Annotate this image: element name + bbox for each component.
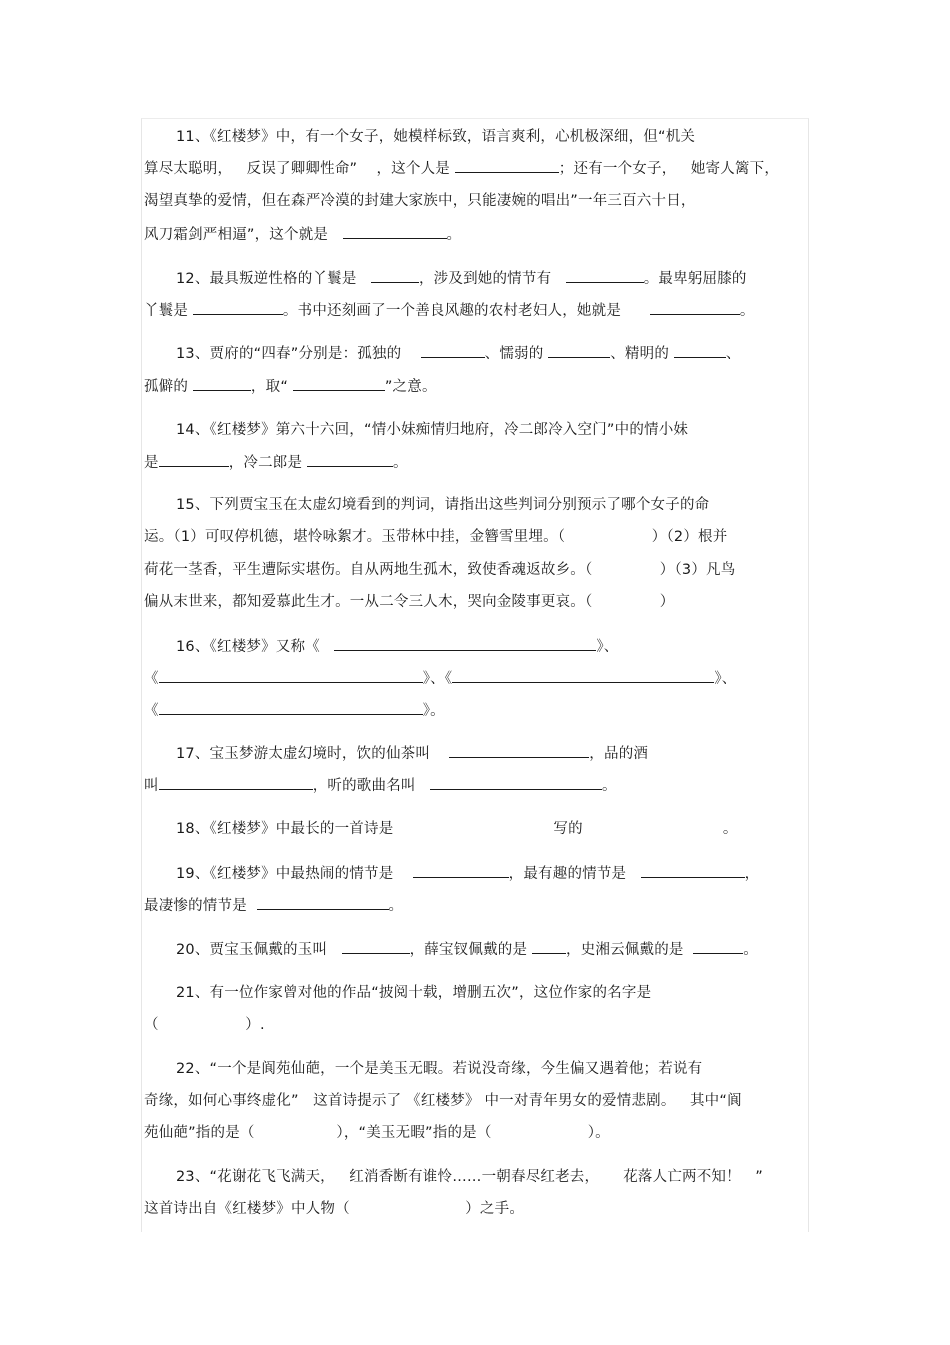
- question-13-line-1: 13、贾府的“四春”分别是：孤独的 、懦弱的 、精明的 、: [176, 343, 841, 364]
- blank[interactable]: [257, 895, 389, 910]
- question-17-line-2: 叫 ，听的歌曲名叫 。: [144, 775, 809, 796]
- question-11-line-2: 算尽太聪明， 反误了卿卿性命” ，这个人是 ；还有一个女子， 她寄人篱下，: [144, 158, 809, 179]
- question-18-line-1: 18、《红楼梦》中最长的一首诗是 写的 。: [176, 821, 738, 837]
- question-15-line-3: 荷花一茎香，平生遭际实堪伤。自从两地生孤木，致使香魂返故乡。（ ）（3）凡鸟: [144, 562, 736, 578]
- question-16-line-2: 《 》、《 》、: [144, 668, 809, 689]
- blank[interactable]: [548, 343, 610, 358]
- blank[interactable]: [193, 376, 251, 391]
- blank[interactable]: [159, 775, 313, 790]
- question-23-line-1: 23、“花谢花飞飞满天， 红消香断有谁怜……一朝春尽红老去， 花落人亡两不知！ ”: [176, 1169, 763, 1185]
- question-13-line-2: 孤僻的 ，取“ ”之意。: [144, 376, 809, 397]
- question-22-line-3: 苑仙葩”指的是（ ），“美玉无暇”指的是（ ）。: [144, 1125, 610, 1141]
- blank[interactable]: [430, 775, 602, 790]
- question-14-line-2: 是 ，冷二郎是 。: [144, 452, 809, 473]
- question-22-line-1: 22、“一个是阆苑仙葩，一个是美玉无暇。若说没奇缘，今生偏又遇着他；若说有: [176, 1061, 703, 1077]
- blank[interactable]: [452, 668, 714, 683]
- blank[interactable]: [693, 939, 743, 954]
- question-16-line-3: 《 》。: [144, 700, 809, 721]
- blank[interactable]: [193, 300, 283, 315]
- question-11-line-1: 11、《红楼梦》中，有一个女子，她模样标致，语言爽利，心机极深细，但“机关: [176, 129, 696, 145]
- blank[interactable]: [293, 376, 385, 391]
- question-14-line-1: 14、《红楼梦》第六十六回，“情小妹痴情归地府，冷二郎冷入空门”中的情小妹: [176, 422, 689, 438]
- blank[interactable]: [343, 224, 447, 239]
- blank[interactable]: [159, 668, 423, 683]
- blank[interactable]: [674, 343, 726, 358]
- blank[interactable]: [455, 158, 559, 173]
- question-17-line-1: 17、宝玉梦游太虚幻境时，饮的仙茶叫 ，品的酒: [176, 743, 841, 764]
- question-11-line-3: 渴望真挚的爱情，但在森严冷漠的封建大家族中，只能凄婉的唱出”一年三百六十日，: [144, 193, 696, 209]
- blank[interactable]: [342, 939, 410, 954]
- blank[interactable]: [650, 300, 740, 315]
- blank[interactable]: [449, 743, 589, 758]
- question-15-line-4: 偏从末世来，都知爱慕此生才。一从二令三人木，哭向金陵事更哀。（ ）: [144, 594, 675, 610]
- blank[interactable]: [641, 863, 745, 878]
- blank[interactable]: [421, 343, 485, 358]
- question-20-line-1: 20、贾宝玉佩戴的玉叫 ，薛宝钗佩戴的是 ，史湘云佩戴的是 。: [176, 939, 841, 960]
- blank[interactable]: [307, 452, 393, 467]
- question-19-line-2: 最凄惨的情节是 。: [144, 895, 809, 916]
- blank[interactable]: [159, 452, 229, 467]
- question-19-line-1: 19、《红楼梦》中最热闹的情节是 ，最有趣的情节是 ，: [176, 863, 841, 884]
- blank[interactable]: [334, 636, 596, 651]
- question-12-line-1: 12、最具叛逆性格的丫鬟是 ，涉及到她的情节有 。最卑躬屈膝的: [176, 268, 841, 289]
- question-22-line-2: 奇缘，如何心事终虚化” 这首诗提示了 《红楼梦》 中一对青年男女的爱情悲剧。 其中“阆: [144, 1093, 742, 1109]
- blank[interactable]: [413, 863, 509, 878]
- blank[interactable]: [566, 268, 644, 283]
- question-21-line-2: （ ）.: [144, 1017, 265, 1033]
- question-15-line-2: 运。（1）可叹停机德，堪怜咏絮才。玉带林中挂，金簪雪里埋。（ ）（2）根并: [144, 529, 728, 545]
- question-11-line-4: 风刀霜剑严相逼”，这个就是 。: [144, 224, 809, 245]
- question-12-line-2: 丫鬟是 。书中还刻画了一个善良风趣的农村老妇人，她就是 。: [144, 300, 809, 321]
- question-15-line-1: 15、下列贾宝玉在太虚幻境看到的判词，请指出这些判词分别预示了哪个女子的命: [176, 497, 710, 513]
- question-16-line-1: 16、《红楼梦》又称《 》、: [176, 636, 841, 657]
- blank[interactable]: [159, 700, 423, 715]
- blank[interactable]: [371, 268, 419, 283]
- question-21-line-1: 21、有一位作家曾对他的作品“披阅十载，增删五次”，这位作家的名字是: [176, 985, 652, 1001]
- question-23-line-2: 这首诗出自《红楼梦》中人物（ ）之手。: [144, 1201, 525, 1217]
- blank[interactable]: [532, 939, 566, 954]
